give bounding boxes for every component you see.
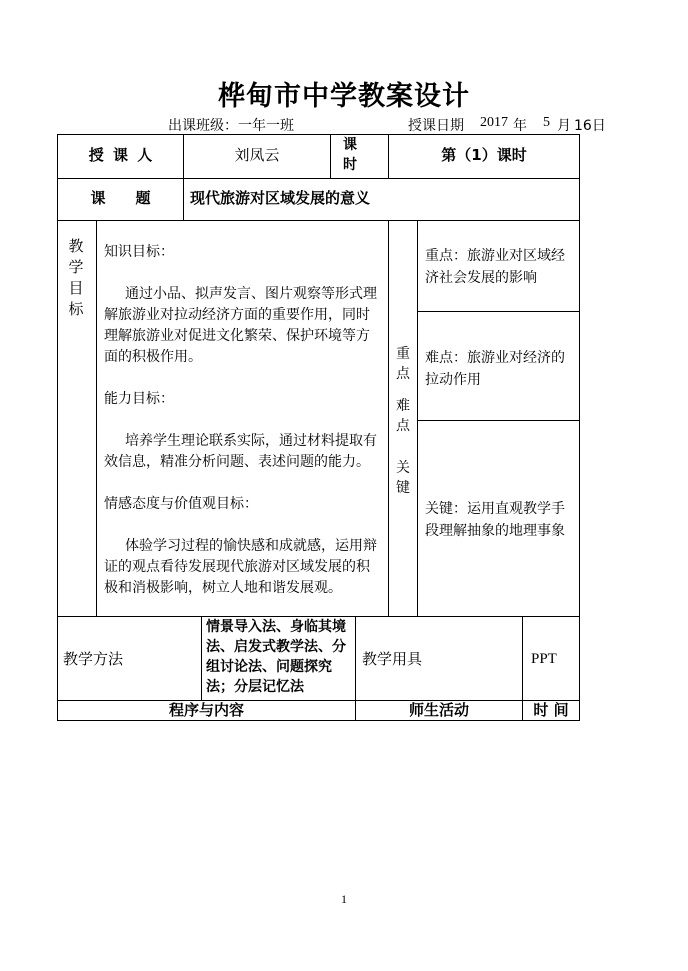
knowledge-text: 通过小品、拟声发言、图片观察等形式理解旅游业对拉动经济方面的重要作用，同时理解旅游业对促进文化繁荣、保护环境等方面的积极作用。 [104, 286, 377, 365]
date-month-unit: 月 [557, 118, 571, 134]
class-label: 出课班级：一年一班 [168, 118, 294, 134]
vline-r4-a [201, 616, 202, 701]
period-value: 第（1）课时 [441, 146, 527, 164]
tools-value: PPT [531, 651, 557, 667]
ability-text: 培养学生理论联系实际，通过材料提取有效信息，精准分析问题、表述问题的能力。 [104, 433, 377, 470]
key-label-important: 重点 [396, 346, 410, 382]
teacher-name: 刘凤云 [234, 146, 280, 164]
knowledge-heading: 知识目标： [104, 244, 174, 260]
difficult-point: 难点：旅游业对经济的拉动作用 [425, 350, 565, 388]
hline-key-1 [417, 311, 580, 312]
document-title: 桦甸市中学教案设计 [218, 81, 470, 112]
vline-r3-b [388, 220, 389, 617]
important-point: 重点：旅游业对区域经济社会发展的影响 [425, 248, 565, 286]
procedure-heading: 程序与内容 [168, 701, 244, 719]
vline-left [57, 134, 58, 721]
key-label-difficult: 难点 [396, 398, 410, 434]
goals-label: 教学目标 [68, 237, 84, 318]
hline-key-2 [417, 420, 580, 421]
key-point: 关键：运用直观教学手段理解抽象的地理事象 [425, 501, 565, 539]
teacher-label: 授 课 人 [88, 146, 153, 164]
topic-label: 课 题 [90, 189, 151, 207]
vline-r4-b [355, 616, 356, 701]
key-label-key: 关键 [396, 460, 410, 496]
period-label: 课时 [343, 137, 357, 173]
activity-heading: 师生活动 [408, 701, 469, 719]
emotion-text: 体验学习过程的愉快感和成就感，运用辩证的观点看待发展现代旅游对区域发展的积极和消极影响，树立人地和谐发展观。 [104, 538, 377, 596]
vline-right [579, 134, 580, 721]
vline-r3-a [96, 220, 97, 617]
method-label: 教学方法 [63, 650, 124, 668]
time-heading: 时 间 [533, 701, 569, 719]
hline-bottom [57, 720, 580, 721]
tools-label: 教学用具 [362, 650, 423, 668]
vline-r3-c [417, 220, 418, 617]
date-year-unit: 年 [513, 118, 527, 134]
method-value: 情景导入法、身临其境法、启发式教学法、分组讨论法、问题探究法；分层记忆法 [206, 619, 346, 695]
page-number: 1 [341, 892, 347, 906]
topic-value: 现代旅游对区域发展的意义 [190, 189, 371, 207]
date-year: 2017 [480, 115, 508, 130]
date-day: 16日 [574, 118, 606, 134]
hline-2 [57, 220, 580, 221]
date-label: 授课日期 [408, 118, 464, 134]
goals-content [104, 242, 380, 599]
hline-1 [57, 178, 580, 179]
vline-r2 [183, 178, 184, 221]
ability-heading: 能力目标： [104, 391, 174, 407]
emotion-heading: 情感态度与价值观目标： [104, 496, 258, 512]
date-month: 5 [543, 115, 550, 130]
vline-r1-b [330, 134, 331, 179]
hline-top [57, 134, 580, 135]
vline-r4-c [522, 616, 523, 701]
